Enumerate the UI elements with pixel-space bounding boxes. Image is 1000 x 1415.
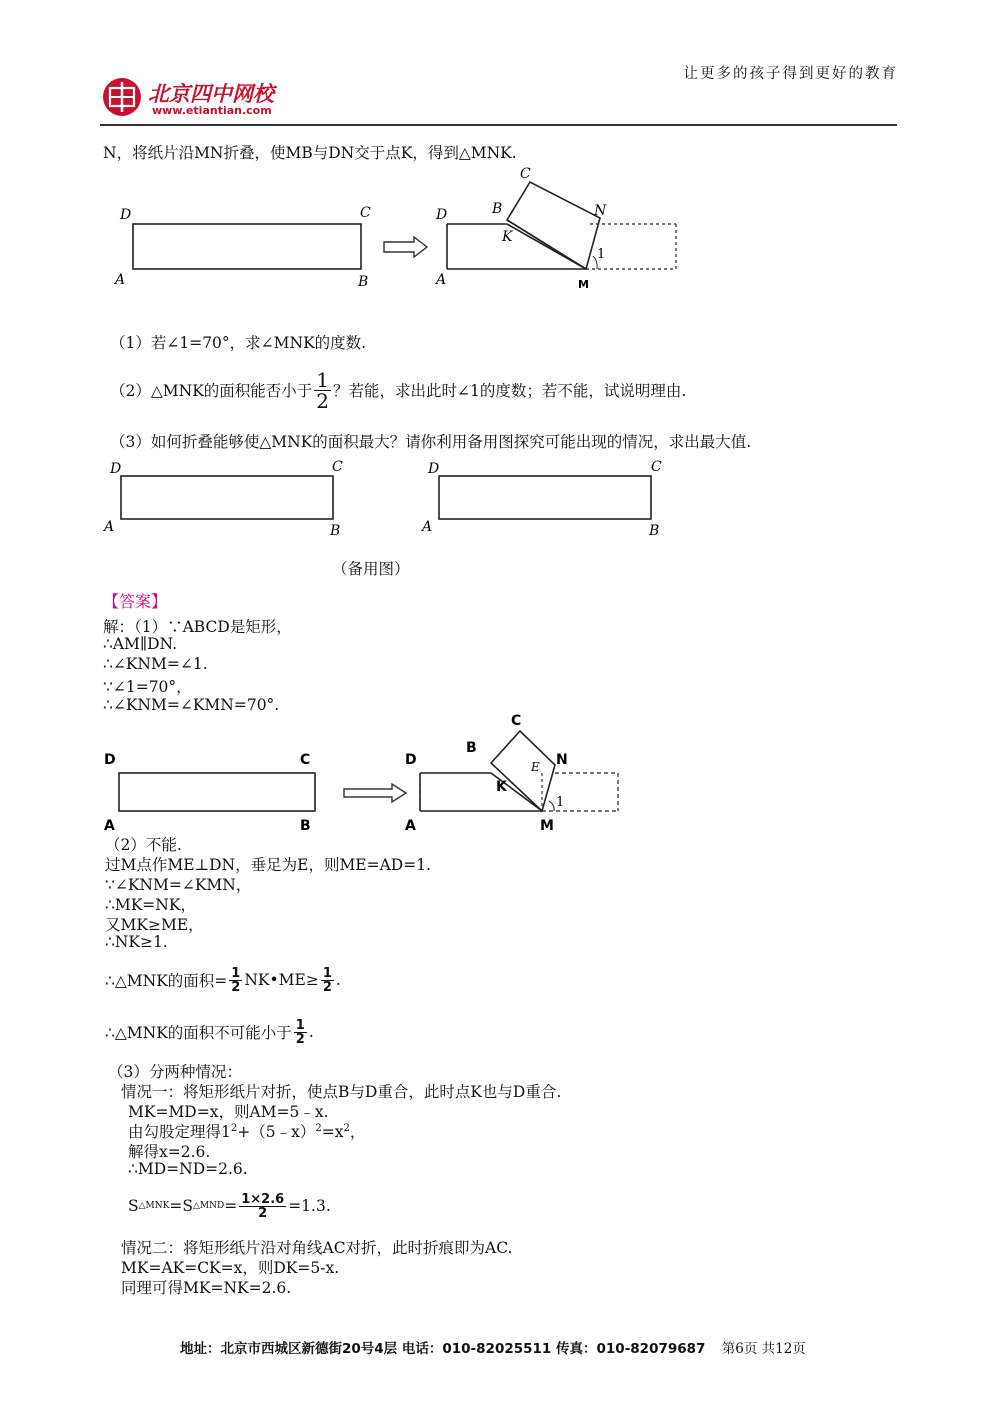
area-result: =1.3. (288, 1197, 331, 1215)
fig2-label-a2: A (405, 818, 416, 834)
area-s1: S (128, 1197, 139, 1215)
part2-line-2: 过M点作ME⊥DN，垂足为E，则ME=AD=1. (105, 856, 432, 874)
pythag-b: +（5﹣x） (237, 1123, 316, 1141)
label-c: C (360, 205, 371, 221)
part3-line-2: 情况一：将矩形纸片对折，使点B与D重合，此时点K也与D重合. (121, 1083, 562, 1101)
question-1: （1）若∠1=70°，求∠MNK的度数. (110, 334, 367, 352)
part3-area-line (128, 1186, 331, 1226)
part2-line-8-pre: ∴△MNK的面积不可能小于 (105, 1024, 292, 1042)
fig2-label-k2: K (496, 779, 507, 795)
part3-line-6: ∴MD=ND=2.6. (128, 1160, 248, 1178)
part3-line-8: 情况二：将矩形纸片沿对角线AC对折，此时折痕即为AC. (121, 1239, 513, 1257)
label-d2: D (436, 207, 448, 223)
spare-label-c: C (332, 459, 343, 475)
fraction-b-num: 1 (322, 965, 332, 981)
label-angle1: 1 (597, 247, 606, 262)
part2-line-7-pre: ∴△MNK的面积= (105, 972, 228, 990)
part2-line-8 (105, 1012, 314, 1052)
fraction-area-den: 2 (258, 1205, 268, 1221)
fig2-label-d2: D (405, 752, 417, 768)
fraction-a-den: 2 (231, 979, 241, 995)
fraction-half (314, 367, 331, 413)
slogan: 让更多的孩子得到更好的教育 (683, 66, 898, 82)
area-eq: = (224, 1197, 238, 1215)
spare-label-d2: D (428, 461, 440, 477)
fig2-label-b: B (300, 818, 311, 834)
fraction-c-num: 1 (295, 1017, 305, 1033)
fraction-c-den: 2 (295, 1031, 305, 1047)
area-sub1: △MNK (138, 1201, 170, 1211)
part3-line-3: MK=MD=x，则AM=5﹣x. (128, 1103, 329, 1121)
fig2-label-e2: E (531, 760, 540, 774)
fraction-half-b (321, 967, 334, 994)
logo-url: www.etiantian.com (152, 104, 272, 117)
answer-line-4: ∵∠1=70°， (103, 678, 192, 696)
label-a: A (115, 272, 126, 288)
fraction-area-num: 1×2.6 (241, 1191, 285, 1207)
fig2-arrow-icon (344, 784, 406, 802)
footer-address (180, 1337, 806, 1357)
spare-caption: （备用图） (332, 560, 410, 578)
spare-figures (100, 455, 700, 545)
pythag-d: ， (349, 1123, 366, 1141)
part3-line-9: MK=AK=CK=x，则DK=5-x. (121, 1259, 340, 1277)
fig2-label-c2: C (511, 713, 522, 729)
header-divider (100, 124, 897, 126)
pythag-a: 由勾股定理得1 (128, 1123, 231, 1141)
spare-label-a2: A (422, 519, 433, 535)
label-a2: A (436, 272, 447, 288)
part2-line-7-post: . (335, 971, 341, 989)
part2-line-8-post: . (308, 1023, 314, 1041)
figure-1 (100, 160, 700, 295)
pythag-c: =x (321, 1123, 344, 1141)
question-intro: N，将纸片沿MN折叠，使MB与DN交于点K，得到△MNK. (103, 144, 517, 162)
fig2-label-angle1: 1 (556, 795, 565, 810)
part3-line-10: 同理可得MK=NK=2.6. (121, 1279, 292, 1297)
question-2-post: ？若能，求出此时∠1的度数；若不能，试说明理由. (333, 382, 687, 400)
part3-line-5: 解得x=2.6. (128, 1143, 211, 1161)
question-2 (110, 366, 686, 414)
part2-line-6: ∴NK≥1. (105, 933, 168, 951)
part3-line-1: （3）分两种情况： (108, 1063, 242, 1081)
fig2-label-d: D (104, 752, 116, 768)
fraction-half-a (229, 967, 242, 994)
answer-line-2: ∴AM∥DN. (103, 635, 178, 653)
area-sub2: △MND (192, 1201, 225, 1211)
fig2-label-a: A (104, 818, 115, 834)
part2-line-7-mid: NK•ME≥ (244, 971, 319, 989)
label-m2: M (578, 278, 589, 291)
answer-line-1: 解：（1）∵ABCD是矩形， (103, 618, 292, 636)
spare-label-d: D (110, 461, 122, 477)
area-s2: =S (169, 1197, 193, 1215)
question-2-pre: （2）△MNK的面积能否小于 (110, 382, 313, 400)
part2-line-3: ∵∠KNM=∠KMN， (105, 876, 252, 894)
spare-label-c2: C (651, 459, 662, 475)
pythag-sup2: 2 (315, 1122, 322, 1134)
footer-page: 第6页 共12页 (721, 1341, 806, 1357)
label-n2: N (594, 203, 607, 219)
part2-line-1: （2）不能. (105, 836, 182, 854)
fraction-a-num: 1 (231, 965, 241, 981)
spare-label-b2: B (649, 523, 660, 539)
logo-name: 北京四中网校 (148, 82, 274, 106)
pythag-sup1: 2 (230, 1122, 238, 1134)
pythag-sup3: 2 (343, 1122, 350, 1134)
spare-label-b: B (330, 523, 341, 539)
rect-abcd (133, 224, 361, 269)
fig2-label-c: C (300, 752, 311, 768)
spare-rect-1 (121, 476, 333, 519)
spare-label-a: A (104, 519, 115, 535)
fraction-area (239, 1193, 286, 1220)
fig2-label-m2: M (540, 818, 554, 834)
fig2-label-b2: B (466, 740, 477, 756)
fraction-half-c (294, 1019, 307, 1046)
part2-line-5: 又MK≥ME， (105, 916, 204, 934)
answer-line-5: ∴∠KNM=∠KMN=70°. (103, 696, 280, 714)
spare-rect-2 (439, 476, 651, 519)
fraction-numerator: 1 (316, 367, 330, 392)
answer-tag: 【答案】 (103, 592, 168, 611)
label-k2: K (502, 229, 513, 245)
fig2-label-n2: N (556, 752, 568, 768)
arrow-icon (384, 237, 427, 257)
fraction-denominator: 2 (316, 388, 330, 413)
figure-2 (100, 705, 640, 835)
label-c2: C (520, 166, 531, 182)
label-d: D (120, 207, 132, 223)
footer-text: 地址：北京市西城区新德街20号4层 电话：010-82025511 传真：010-82079687 (180, 1341, 706, 1357)
label-b2: B (492, 201, 503, 217)
answer-line-3: ∴∠KNM=∠1. (103, 655, 208, 673)
part2-line-4: ∴MK=NK， (105, 896, 196, 914)
part3-line-4 (128, 1120, 365, 1142)
label-b: B (358, 274, 369, 290)
fraction-b-den: 2 (322, 979, 332, 995)
fig2-rect-abcd (119, 773, 315, 811)
part2-line-7 (105, 960, 341, 1000)
question-3: （3）如何折叠能够使△MNK的面积最大？请你利用备用图探究可能出现的情况，求出最大值. (110, 433, 752, 451)
